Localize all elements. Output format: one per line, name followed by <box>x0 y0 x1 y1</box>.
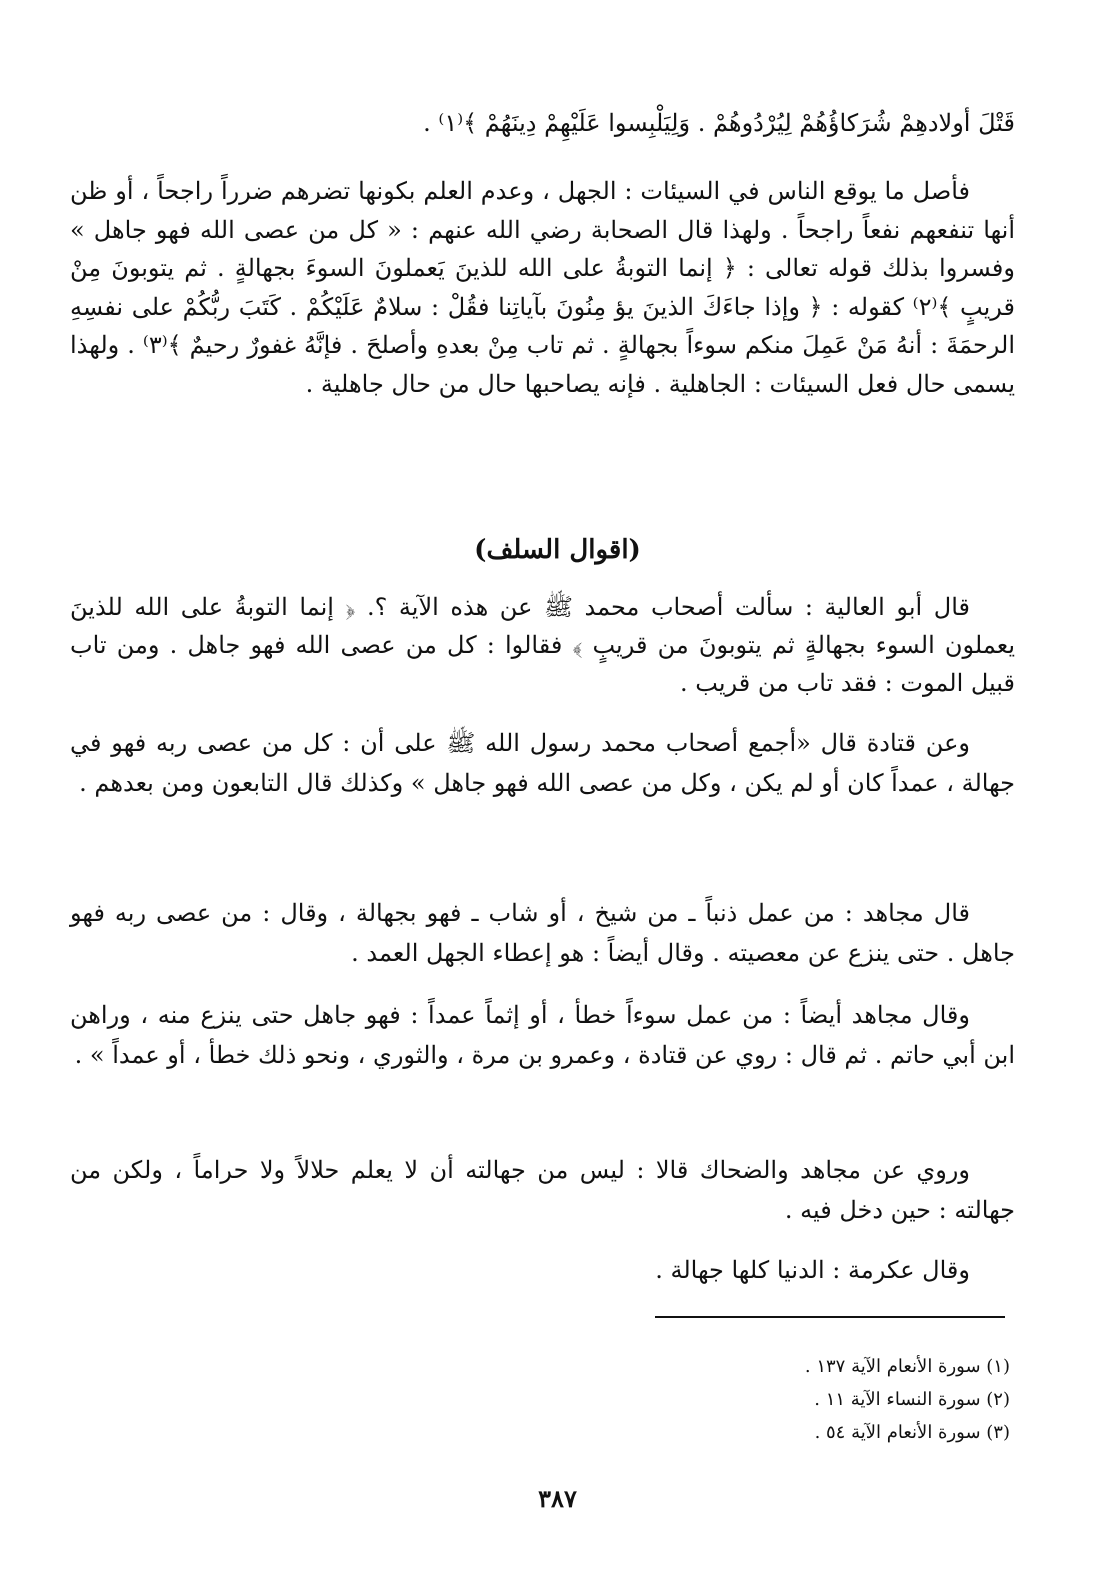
paragraph-text: وعن قتادة قال «أجمع أصحاب محمد رسول الله ﷺ على أن : كل من عصى ربه فهو في جهالة ، عمداً كان أو لم يكن ، وكل من عصى الله فهو جاهل » وكذلك قال التابعون ومن بعدهم . <box>70 729 1015 797</box>
paragraph-text: قَتْلَ أولادهِمْ شُرَكاؤُهُمْ لِيُرْدُوهُمْ . وَلِيَلْبِسوا عَلَيْهِمْ دِينَهُمْ ﴾⁽١⁾ . <box>423 109 1015 137</box>
footnote: (٢) سورة النساء الآية ١١ . <box>814 1389 1010 1410</box>
paragraph-text: وروي عن مجاهد والضحاك قالا : ليس من جهالته أن لا يعلم حلالاً ولا حراماً ، ولكن من جهالته : حين دخل فيه . <box>70 1156 1015 1224</box>
footnote: (٣) سورة الأنعام الآية ٥٤ . <box>814 1422 1010 1443</box>
paragraph-text: وقال مجاهد أيضاً : من عمل سوءاً خطأ ، أو إثماً عمداً : فهو جاهل حتى ينزع منه ، وراهن ابن أبي حاتم . ثم قال : روي عن قتادة ، وعمرو بن مرة ، والثوري ، ونحو ذلك خطأ ، أو عمداً » . <box>70 1001 1015 1069</box>
paragraph-mujahid-1 <box>70 893 1015 973</box>
paragraph-text: وقال عكرمة : الدنيا كلها جهالة . <box>655 1256 970 1284</box>
paragraph-ikrima <box>70 1250 1015 1290</box>
section-heading: (اقوال السلف) <box>474 535 641 565</box>
paragraph-qatada <box>70 723 1015 803</box>
footnote: (١) سورة الأنعام الآية ١٣٧ . <box>804 1356 1010 1377</box>
paragraph-ignorance <box>70 172 1015 403</box>
footnote-divider <box>655 1316 1005 1318</box>
paragraph-text: قال أبو العالية : سألت أصحاب محمد ﷺ عن هذه الآية ؟. ﴿ إنما التوبةُ على الله للذينَ يعملون السوء بجهالةٍ ثم يتوبونَ من قريبٍ ﴾ فقالوا : كل من عصى الله فهو جاهل . ومن تاب قبيل الموت : فقد تاب من قريب . <box>70 593 1015 697</box>
paragraph-dahhak <box>70 1150 1015 1230</box>
paragraph-mujahid-2 <box>70 995 1015 1075</box>
paragraph-abu-aliya <box>70 588 1015 702</box>
page-number: ٣٨٧ <box>538 1484 577 1513</box>
footnotes <box>410 1350 1010 1449</box>
paragraph-verse-continuation <box>70 103 1015 143</box>
paragraph-text: فأصل ما يوقع الناس في السيئات : الجهل ، وعدم العلم بكونها تضرهم ضرراً راجحاً ، أو ظن أنها تنفعهم نفعاً راجحاً . ولهذا قال الصحابة رضي الله عنهم : « كل من عصى الله فهو جاهل » وفسروا بذلك قوله تعالى : ﴿ إنما التوبةُ على الله للذينَ يَعملونَ السوءَ بجهالةٍ . ثم يتوبونَ مِنْ قريبٍ ﴾⁽٢⁾ كقوله : ﴿ وإذا جاءَكَ الذينَ يؤ مِنُونَ بآياتِنا فقُلْ : سلامٌ عَلَيْكُمْ . كَتَبَ ربُّكُمْ على نفسِهِ الرحمَةَ : أنهُ مَنْ عَمِلَ منكم سوءاً بجهالةٍ . ثم تاب مِنْ بعدهِ وأصلحَ . فإنَّهُ غفورٌ رحيمٌ ﴾⁽٣⁾ . ولهذا يسمى حال فعل السيئات : الجاهلية . فإنه يصاحبها حال من حال جاهلية . <box>70 177 1016 398</box>
paragraph-text: قال مجاهد : من عمل ذنباً ـ من شيخ ، أو شاب ـ فهو بجهالة ، وقال : من عصى ربه فهو جاهل . حتى ينزع عن معصيته . وقال أيضاً : هو إعطاء الجهل العمد . <box>70 899 1015 967</box>
